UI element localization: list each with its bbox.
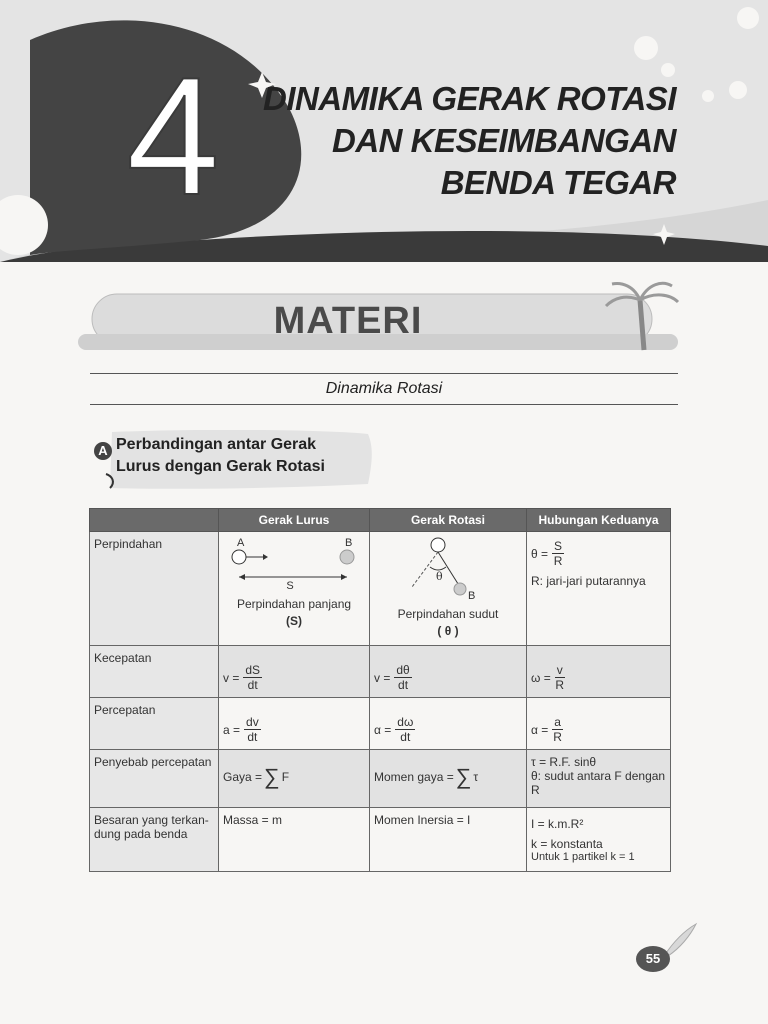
- theta-label: θ: [436, 570, 443, 583]
- row-label: Percepatan: [90, 698, 219, 750]
- chapter-title-line: DAN KESEIMBANGAN: [331, 122, 676, 159]
- relation-line: Untuk 1 partikel k = 1: [531, 851, 635, 863]
- denominator: dt: [247, 678, 258, 692]
- caption-line: Perpindahan sudut: [397, 607, 499, 621]
- numerator: dθ: [396, 663, 410, 677]
- value-cell: Massa = m: [219, 808, 370, 872]
- relation-note: R: jari-jari putarannya: [531, 574, 646, 588]
- fraction: [395, 715, 415, 744]
- formula-cell: [219, 750, 370, 808]
- denominator: R: [553, 554, 563, 568]
- ball-a: [232, 550, 246, 564]
- fraction: [244, 715, 261, 744]
- fraction: [552, 715, 563, 744]
- formula: [374, 764, 522, 789]
- row-label: Perpindahan: [90, 532, 219, 646]
- formula-lhs: α =: [531, 722, 549, 737]
- relation-line: I = k.m.R²: [531, 817, 584, 831]
- chapter-number: 4: [126, 42, 220, 230]
- subsection-heading: [92, 430, 382, 490]
- formula-cell: [370, 750, 527, 808]
- page-number: 55: [636, 946, 670, 972]
- subsection-title: [116, 434, 376, 478]
- angular-displacement-diagram: [374, 537, 512, 599]
- formula-lhs: θ =: [531, 546, 549, 561]
- formula-symbol: F: [281, 770, 290, 784]
- point-a-label: A: [237, 537, 245, 549]
- ball-b: [454, 583, 466, 595]
- rotational-displacement-cell: [370, 532, 527, 646]
- formula-cell: [527, 646, 671, 698]
- distance-label: S: [286, 580, 294, 589]
- chapter-title-line: BENDA TEGAR: [440, 164, 676, 201]
- subsection-badge: A: [94, 442, 112, 460]
- formula-text: Momen gaya =: [374, 770, 454, 784]
- relation-formula: [531, 539, 666, 568]
- formula: [531, 663, 666, 692]
- chapter-title-line: DINAMIKA GERAK ROTASI: [263, 80, 676, 117]
- numerator: S: [554, 539, 563, 553]
- formula-lhs: ω =: [531, 670, 551, 685]
- fraction: [555, 663, 565, 692]
- table-header: Gerak Lurus: [219, 509, 370, 532]
- numerator: dv: [246, 715, 259, 729]
- formula-text: Gaya =: [223, 770, 263, 784]
- formula-cell: [219, 646, 370, 698]
- ball-b: [340, 550, 354, 564]
- rotational-caption: [374, 606, 522, 640]
- formula: [223, 764, 365, 789]
- denominator: dt: [398, 678, 409, 692]
- table-header: Hubungan Keduanya: [527, 509, 671, 532]
- formula-cell: [370, 698, 527, 750]
- formula-cell: [527, 698, 671, 750]
- relation-line: θ: sudut antara F dengan R: [531, 769, 666, 797]
- linear-caption: [223, 596, 365, 630]
- subsection-title-line: Lurus dengan Gerak Rotasi: [116, 458, 325, 475]
- denominator: R: [555, 678, 565, 692]
- formula: [531, 715, 666, 744]
- linear-displacement-cell: [219, 532, 370, 646]
- caption-line: ( θ ): [437, 624, 459, 638]
- point-b-label: B: [345, 537, 353, 549]
- table-header: [90, 509, 219, 532]
- formula-lhs: v =: [374, 670, 391, 685]
- caption-line: Perpindahan panjang: [236, 597, 352, 611]
- denominator: dt: [400, 730, 411, 744]
- table-row: [90, 532, 671, 646]
- table-row: [90, 646, 671, 698]
- chapter-header: [0, 0, 768, 262]
- numerator: a: [554, 715, 561, 729]
- formula-lhs: a =: [223, 722, 241, 737]
- divider: [90, 404, 678, 405]
- denominator: R: [553, 730, 562, 744]
- formula-cell: [370, 646, 527, 698]
- section-heading: Dinamika Rotasi: [325, 380, 443, 397]
- table-row: [90, 750, 671, 808]
- materi-label: MATERI: [273, 300, 423, 342]
- formula: [223, 663, 365, 692]
- formula: [374, 715, 522, 744]
- fraction: [243, 663, 262, 692]
- caption-line: (S): [286, 614, 302, 628]
- divider: [90, 373, 678, 374]
- comparison-table: [89, 508, 671, 872]
- relation-cell: [527, 532, 671, 646]
- relation-cell: [527, 808, 671, 872]
- relation-line: k = konstanta: [531, 837, 603, 851]
- table-row: [90, 698, 671, 750]
- linear-displacement-diagram: [223, 537, 357, 589]
- fraction: [394, 663, 411, 692]
- formula-lhs: v =: [223, 670, 240, 685]
- numerator: dω: [397, 715, 414, 729]
- value-cell: Momen Inersia = I: [370, 808, 527, 872]
- numerator: dS: [245, 663, 261, 677]
- numerator: v: [556, 663, 563, 677]
- fraction: [552, 539, 564, 568]
- sigma-symbol: ∑: [455, 764, 472, 789]
- relation-cell: [527, 750, 671, 808]
- pivot-ball: [431, 538, 445, 552]
- relation-line: τ = R.F. sinθ: [531, 755, 597, 769]
- subsection-title-line: Perbandingan antar Gerak: [116, 436, 317, 453]
- formula-cell: [219, 698, 370, 750]
- row-label: Penyebab percepatan: [90, 750, 219, 808]
- formula: [374, 663, 522, 692]
- formula-lhs: α =: [374, 722, 392, 737]
- table-header-row: [90, 509, 671, 532]
- denominator: dt: [247, 730, 258, 744]
- chapter-title: [263, 78, 676, 204]
- row-label: Besaran yang terkan-dung pada benda: [90, 808, 219, 872]
- table-row: [90, 808, 671, 872]
- materi-banner: [78, 280, 688, 360]
- arrow-head: [263, 554, 268, 560]
- formula: [223, 715, 365, 744]
- table-header: Gerak Rotasi: [370, 509, 527, 532]
- formula-symbol: τ: [473, 770, 479, 784]
- row-label: Kecepatan: [90, 646, 219, 698]
- sigma-symbol: ∑: [264, 764, 280, 789]
- point-b-label: B: [468, 590, 476, 599]
